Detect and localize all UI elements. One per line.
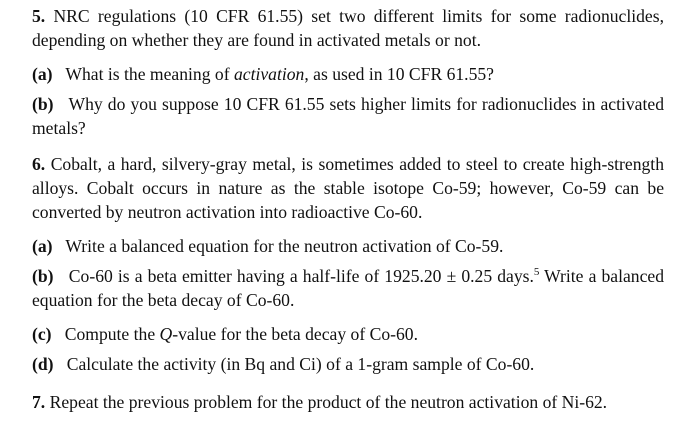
problem-5b-label: (b) — [32, 94, 54, 114]
problem-5-number: 5. — [32, 6, 46, 26]
problem-5b — [32, 92, 664, 140]
problem-5-text: NRC regulations (10 CFR 61.55) set two different limits for some radionuclides, depending on whether they are found in activated metals or not. — [32, 6, 664, 50]
problem-7 — [32, 390, 672, 414]
problem-5 — [32, 4, 664, 52]
problem-5a-emphasis: activation — [233, 64, 305, 84]
problem-6c-text-after: -value for the beta decay of Co-60. — [172, 324, 418, 344]
problem-6c-text-before: Compute the — [64, 324, 156, 344]
problem-6b-text-before: Co-60 is a beta emitter having a half-life of 1925.20 ± 0.25 days. — [68, 266, 534, 286]
problem-5b-text: Why do you suppose 10 CFR 61.55 sets higher limits for radionuclides in activated metals? — [32, 94, 664, 138]
problem-6c-label: (c) — [32, 324, 52, 344]
problem-6a — [32, 234, 664, 258]
problem-7-number: 7. — [32, 392, 46, 412]
problem-6c — [32, 322, 664, 346]
problem-6-number: 6. — [32, 154, 46, 174]
footnote-marker: 5 — [533, 266, 540, 278]
problem-6a-text: Write a balanced equation for the neutron activation of Co-59. — [65, 236, 504, 256]
problem-7-text: Repeat the previous problem for the product of the neutron activation of Ni-62. — [49, 392, 608, 412]
problem-6d — [32, 352, 664, 376]
problem-6b — [32, 264, 664, 312]
problem-6d-text: Calculate the activity (in Bq and Ci) of a 1-gram sample of Co-60. — [66, 354, 535, 374]
problem-6c-emphasis: Q — [159, 324, 173, 344]
problem-6a-label: (a) — [32, 236, 53, 256]
problem-6-text: Cobalt, a hard, silvery-gray metal, is sometimes added to steel to create high-strength alloys. Cobalt occurs in nature as the stable isotope Co-59; however, Co-59 can be converted by neutron activation into radioactive Co-60. — [32, 154, 664, 222]
problem-5a-text-after: , as used in 10 CFR 61.55? — [304, 64, 494, 84]
problem-6b-text-after: Write a balanced equation for the beta decay of Co-60. — [32, 266, 664, 310]
problem-6d-label: (d) — [32, 354, 54, 374]
problem-6b-label: (b) — [32, 266, 54, 286]
problem-5a-text-before: What is the meaning of — [65, 64, 230, 84]
problem-5a — [32, 62, 664, 86]
problem-6 — [32, 152, 664, 224]
problem-5a-label: (a) — [32, 64, 53, 84]
